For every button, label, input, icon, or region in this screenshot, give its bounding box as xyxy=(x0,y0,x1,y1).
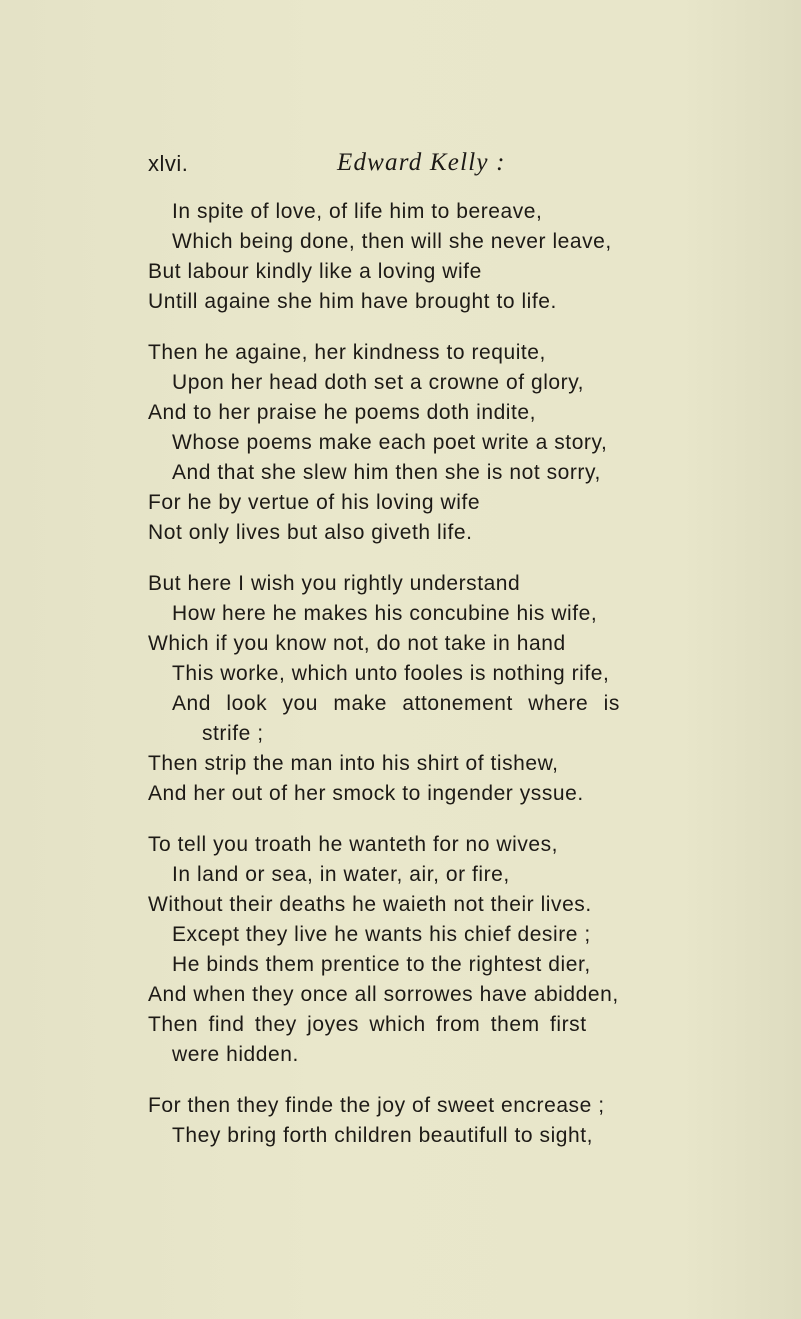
poem-line: Upon her head doth set a crowne of glory, xyxy=(172,371,585,394)
poem-line: He binds them prentice to the rightest dier, xyxy=(172,953,591,976)
poem-line: And when they once all sorrowes have abidden, xyxy=(148,983,619,1006)
poem-line: To tell you troath he wanteth for no wives, xyxy=(148,833,559,856)
poem-line: Then strip the man into his shirt of tishew, xyxy=(148,752,559,775)
poem-line: But here I wish you rightly understand xyxy=(148,572,521,595)
poem-line: For he by vertue of his loving wife xyxy=(148,491,481,514)
poem-line: They bring forth children beautifull to sight, xyxy=(172,1124,594,1147)
poem-line: And to her praise he poems doth indite, xyxy=(148,401,537,424)
poem-line: were hidden. xyxy=(172,1043,299,1066)
poem-line: Whose poems make each poet write a story, xyxy=(172,431,608,454)
poem-line: How here he makes his concubine his wife, xyxy=(172,602,598,625)
poem-line: And that she slew him then she is not sorry, xyxy=(172,461,601,484)
poem-line: In land or sea, in water, air, or fire, xyxy=(172,863,510,886)
poem-line: Which if you know not, do not take in hand xyxy=(148,632,566,655)
running-title: Edward Kelly : xyxy=(337,149,506,176)
poem-line: And her out of her smock to ingender yssue. xyxy=(148,782,584,805)
poem-line: And look you make attonement where is xyxy=(172,692,620,715)
poem-line: Then find they joyes which from them first xyxy=(148,1013,587,1036)
poem-line: But labour kindly like a loving wife xyxy=(148,260,482,283)
poem-line: Which being done, then will she never leave, xyxy=(172,230,612,253)
poem-line: strife ; xyxy=(202,722,264,745)
poem-line: This worke, which unto fooles is nothing rife, xyxy=(172,662,610,685)
poem-line: Without their deaths he waieth not their lives. xyxy=(148,893,592,916)
poem-line: Untill againe she him have brought to life. xyxy=(148,290,557,313)
poem-line: In spite of love, of life him to bereave, xyxy=(172,200,543,223)
poem-line: Not only lives but also giveth life. xyxy=(148,521,473,544)
poem-line: Then he againe, her kindness to requite, xyxy=(148,341,546,364)
poem-line: Except they live he wants his chief desire ; xyxy=(172,923,591,946)
poem-line: For then they finde the joy of sweet encrease ; xyxy=(148,1094,605,1117)
page-number: xlvi. xyxy=(148,151,189,176)
